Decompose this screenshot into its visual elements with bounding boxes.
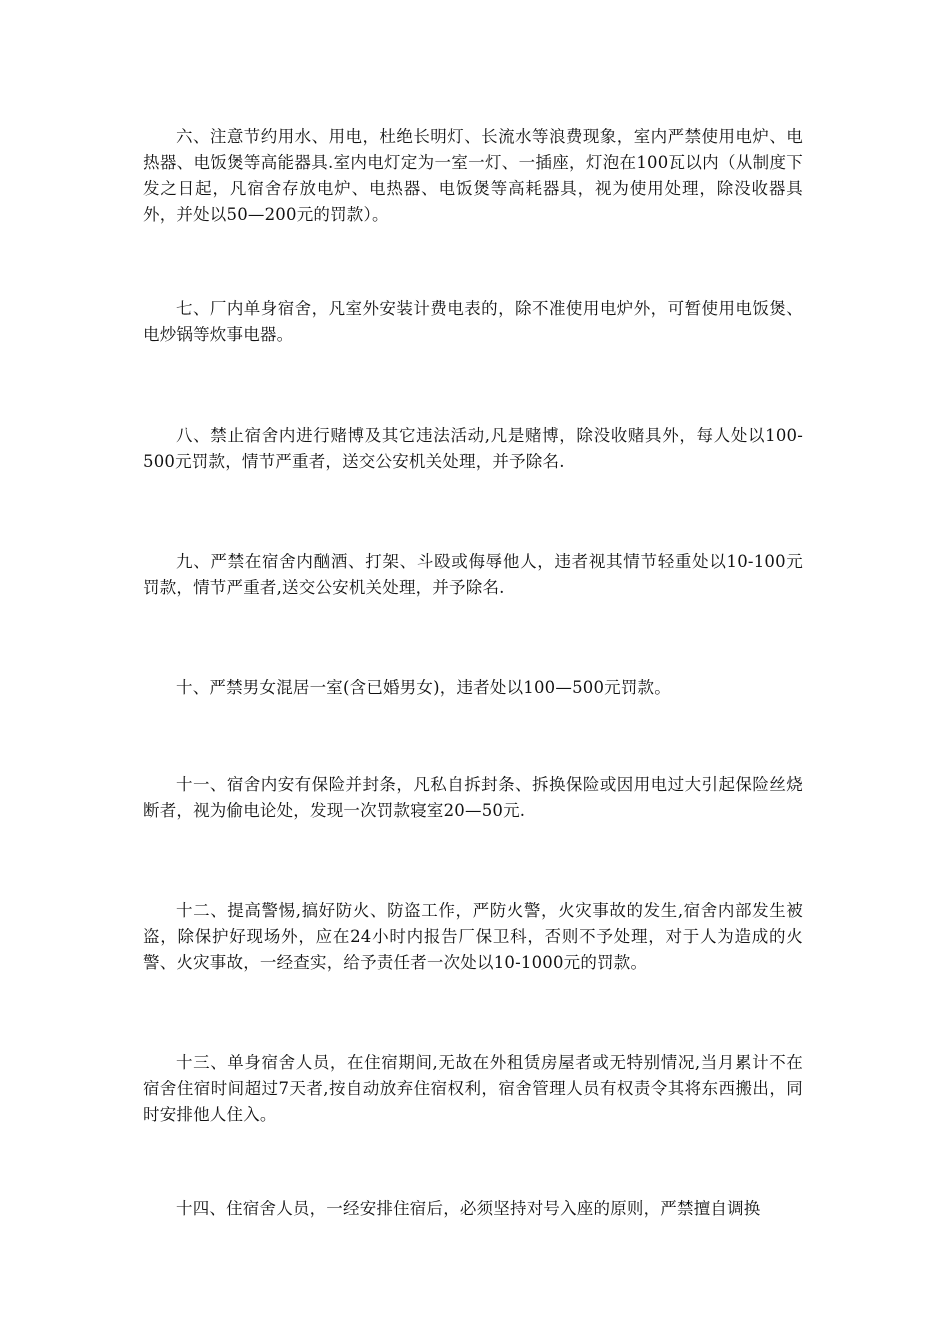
paragraph-14: 十四、住宿舍人员，一经安排住宿后，必须坚持对号入座的原则，严禁擅自调换	[176, 1199, 761, 1218]
paragraph-9: 九、严禁在宿舍内酗酒、打架、斗殴或侮辱他人，违者视其情节轻重处以10-100元罚款，情节严重者,送交公安机关处理，并予除名.	[143, 552, 803, 597]
paragraph-7: 七、厂内单身宿舍，凡室外安装计费电表的，除不准使用电炉外，可暂使用电饭煲、电炒锅等炊事电器。	[143, 299, 803, 344]
paragraph-8: 八、禁止宿舍内进行赌博及其它违法活动,凡是赌博，除没收赌具外，每人处以100-500元罚款，情节严重者，送交公安机关处理，并予除名.	[143, 426, 803, 471]
paragraph-10: 十、严禁男女混居一室(含已婚男女)，违者处以100—500元罚款。	[176, 678, 671, 697]
paragraph-13: 十三、单身宿舍人员，在住宿期间,无故在外租赁房屋者或无特别情况,当月累计不在宿舍住宿时间超过7天者,按自动放弃住宿权利，宿舍管理人员有权责令其将东西搬出，同时安排他人住入。	[143, 1053, 803, 1124]
paragraph-12: 十二、提高警惕,搞好防火、防盗工作，严防火警，火灾事故的发生,宿舍内部发生被盗，除保护好现场外，应在24小时内报告厂保卫科，否则不予处理，对于人为造成的火警、火灾事故，一经查实，给予责任者一次处以10-1000元的罚款。	[143, 901, 803, 972]
paragraph-11: 十一、宿舍内安有保险并封条，凡私自拆封条、拆换保险或因用电过大引起保险丝烧断者，视为偷电论处，发现一次罚款寝室20—50元.	[143, 775, 803, 820]
paragraph-6: 六、注意节约用水、用电，杜绝长明灯、长流水等浪费现象，室内严禁使用电炉、电热器、电饭煲等高能器具.室内电灯定为一室一灯、一插座，灯泡在100瓦以内（从制度下发之日起，凡宿舍存放电炉、电热器、电饭煲等高耗器具，视为使用处理，除没收器具外，并处以50—200元的罚款）。	[143, 127, 803, 224]
